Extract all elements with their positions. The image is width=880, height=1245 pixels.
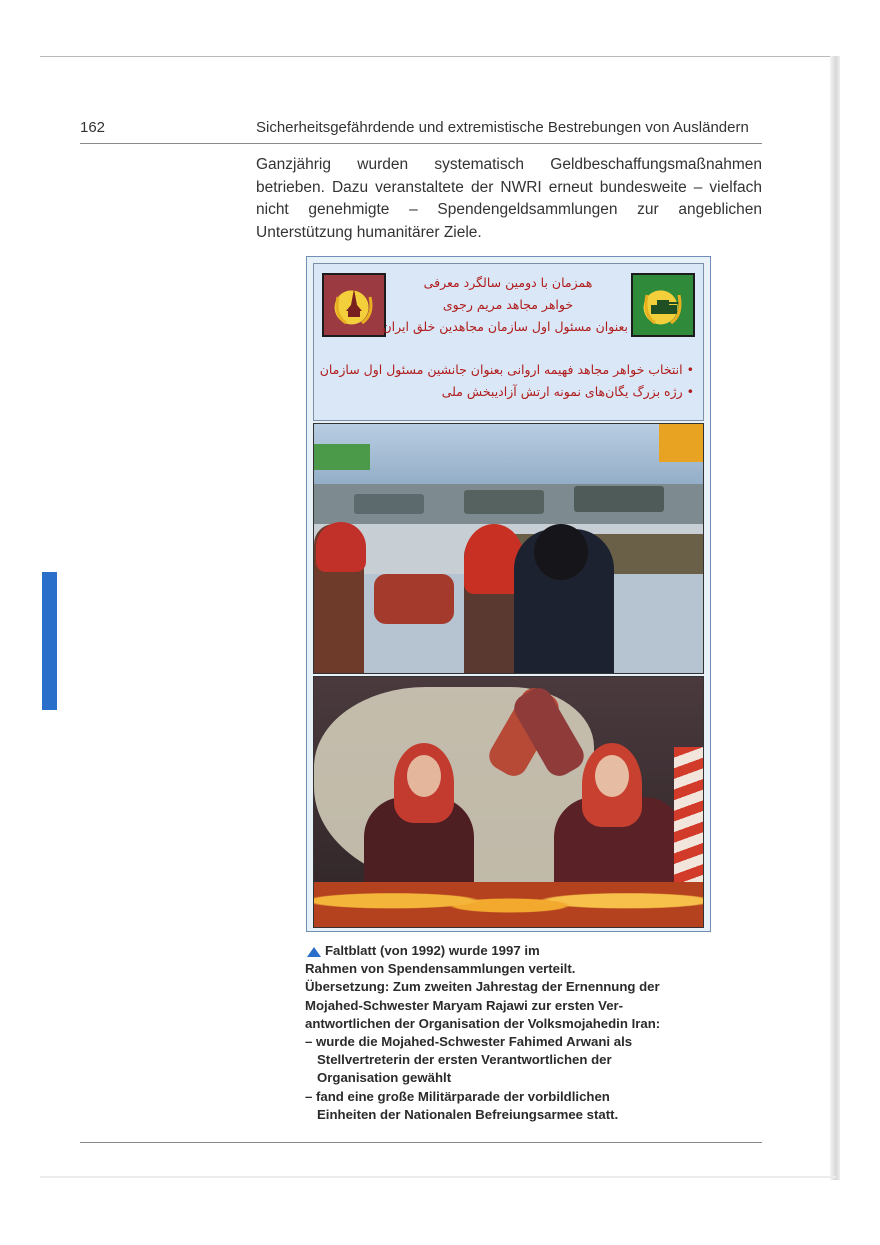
page-top-edge [40, 56, 836, 57]
body-paragraph: Ganzjährig wurden systematisch Geldbeschaffungsmaßnahmen betrieben. Dazu veranstaltete der NWRI erneut bundesweite – vielfach nicht genehmigte – Spendengeldsammlungen zur angeblichen Unterstützung humanitärer Ziele. [256, 156, 762, 241]
chapter-tab-marker [42, 572, 57, 710]
flyer-persian-bullets [319, 359, 694, 403]
persian-bullet: • رژه بزرگ یگان‌های نمونه ارتش آزادیبخش ملی [441, 384, 694, 399]
header-rule [80, 143, 762, 144]
caption-line: Einheiten der Nationalen Befreiungsarmee statt. [317, 1106, 619, 1122]
flyer-text-panel [313, 263, 704, 421]
page-number: 162 [80, 119, 106, 136]
persian-bullet: • انتخاب خواهر مجاهد فهیمه اروانی بعنوان جانشین مسئول اول سازمان [319, 362, 694, 377]
footer-rule [80, 1142, 762, 1143]
page-right-edge [830, 56, 840, 1180]
caption-line: – fand eine große Militärparade der vorbildlichen [305, 1088, 610, 1104]
rally-photo [313, 676, 704, 928]
figure-caption [305, 942, 725, 1124]
caption-line: – wurde die Mojahed-Schwester Fahimed Arwani als [305, 1034, 633, 1050]
parade-photo [313, 423, 704, 674]
persian-line: همزمان با دومین سالگرد معرفی [423, 275, 593, 290]
flyer-image [306, 256, 711, 932]
caption-line: Rahmen von Spendensammlungen verteilt. [305, 961, 576, 977]
caption-line: Organisation gewählt [317, 1070, 452, 1086]
running-title: Sicherheitsgefährdende und extremistische Bestrebungen von Ausländern [256, 119, 749, 136]
caption-line: Mojahed-Schwester Maryam Rajawi zur ersten Ver- [305, 997, 624, 1013]
flyer-persian-heading [382, 272, 628, 338]
emblem-left-icon [322, 273, 386, 337]
persian-line: بعنوان مسئول اول سازمان مجاهدین خلق ایران [382, 319, 628, 334]
emblem-right-icon [631, 273, 695, 337]
caption-line: Faltblatt (von 1992) wurde 1997 im [325, 943, 540, 958]
caption-line: Übersetzung: Zum zweiten Jahrestag der Ernennung der [305, 979, 660, 995]
page-bottom-edge [40, 1176, 836, 1178]
caption-line: Stellvertreterin der ersten Verantwortlichen der [317, 1052, 612, 1068]
caption-line: antwortlichen der Organisation der Volksmojahedin Iran: [305, 1015, 661, 1031]
persian-line: خواهر مجاهد مریم رجوی [442, 297, 574, 312]
